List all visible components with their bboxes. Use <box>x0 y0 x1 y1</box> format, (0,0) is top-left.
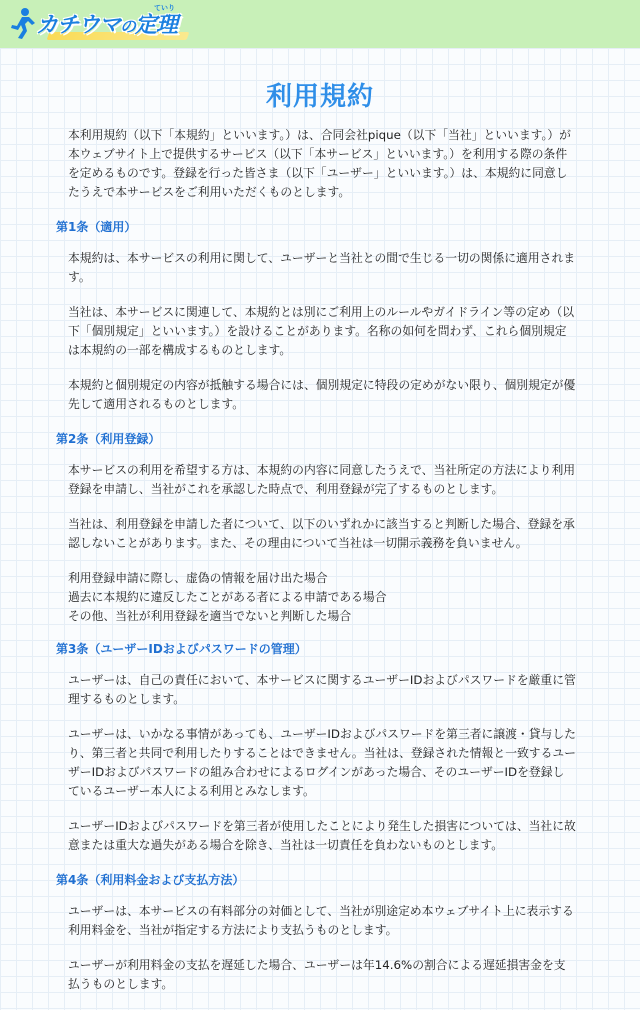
logo-end: 定理 <box>135 13 178 38</box>
article-paragraph: ユーザーIDおよびパスワードを第三者が使用したことにより発生した損害については、当社に故意または重大な過失がある場合を除き、当社は一切責任を負わないものとします。 <box>68 819 576 852</box>
article-1 <box>56 218 576 414</box>
logo-main: カチウマ <box>36 13 121 38</box>
article-paragraph: ユーザーは、自己の責任において、本サービスに関するユーザーIDおよびパスワードを厳重に管理するものとします。 <box>68 673 576 706</box>
list-item: 利用登録申請に際し、虚偽の情報を届け出た場合 <box>68 571 328 585</box>
terms-content <box>56 126 576 1010</box>
intro-paragraph: 本利用規約（以下「本規約」といいます。）は、合同会社pique（以下「当社」といいます。）が本ウェブサイト上で提供するサービス（以下「本サービス」といいます。）を利用する際の条件を定めるものです。登録を行った皆さま（以下「ユーザー」といいます。）は、本規約に同意したうえで本サービスをご利用いただくものとします。 <box>68 128 571 199</box>
article-heading: 第3条（ユーザーIDおよびパスワードの管理） <box>56 642 307 656</box>
article-paragraph: ユーザーが利用料金の支払を遅延した場合、ユーザーは年14.6%の割合による遅延損害金を支払うものとします。 <box>68 958 566 991</box>
condition-list <box>56 569 576 626</box>
logo-mid: の <box>120 17 136 36</box>
article-paragraph: 本規約は、本サービスの利用に関して、ユーザーと当社との間で生じる一切の関係に適用されます。 <box>68 251 576 284</box>
article-paragraph: 本サービスの利用を希望する方は、本規約の内容に同意したうえで、当社所定の方法により利用登録を申請し、当社がこれを承認した時点で、利用登録が完了するものとします。 <box>68 463 576 496</box>
article-paragraph: 当社は、利用登録を申請した者について、以下のいずれかに該当すると判断した場合、登録を承認しないことがあります。また、その理由について当社は一切開示義務を負いません。 <box>68 517 575 550</box>
article-heading: 第2条（利用登録） <box>56 432 161 446</box>
article-4 <box>56 871 576 994</box>
site-logo[interactable] <box>8 6 190 42</box>
article-paragraph: 当社は、本サービスに関連して、本規約とは別にご利用上のルールやガイドライン等の定め（以下「個別規定」といいます。）を設けることがあります。名称の如何を問わず、これら個別規定は本規約の一部を構成するものとします。 <box>68 305 575 357</box>
article-heading: 第1条（適用） <box>56 220 137 234</box>
running-figure-icon <box>8 6 36 40</box>
article-3 <box>56 640 576 855</box>
logo-ruby: ていり <box>154 4 175 12</box>
article-paragraph: ユーザーは、いかなる事情があっても、ユーザーIDおよびパスワードを第三者に譲渡・貸与したり、第三者と共同で利用したりすることはできません。当社は、登録された情報と一致するユーザーIDおよびパスワードの組み合わせによるログインがあった場合、そのユーザーIDを登録しているユーザー本人による利用とみなします。 <box>68 727 576 798</box>
article-paragraph: ユーザーは、本サービスの有料部分の対価として、当社が別途定め本ウェブサイト上に表示する利用料金を、当社が指定する方法により支払うものとします。 <box>68 904 574 937</box>
article-heading: 第4条（利用料金および支払方法） <box>56 873 245 887</box>
list-item: その他、当社が利用登録を適当でないと判断した場合 <box>68 609 352 623</box>
page-title: 利用規約 <box>265 82 374 112</box>
list-item: 過去に本規約に違反したことがある者による申請である場合 <box>68 590 387 604</box>
article-2 <box>56 430 576 626</box>
article-paragraph: 本規約と個別規定の内容が抵触する場合には、個別規定に特段の定めがない限り、個別規定が優先して適用されるものとします。 <box>68 378 576 411</box>
header-bar <box>0 0 640 48</box>
